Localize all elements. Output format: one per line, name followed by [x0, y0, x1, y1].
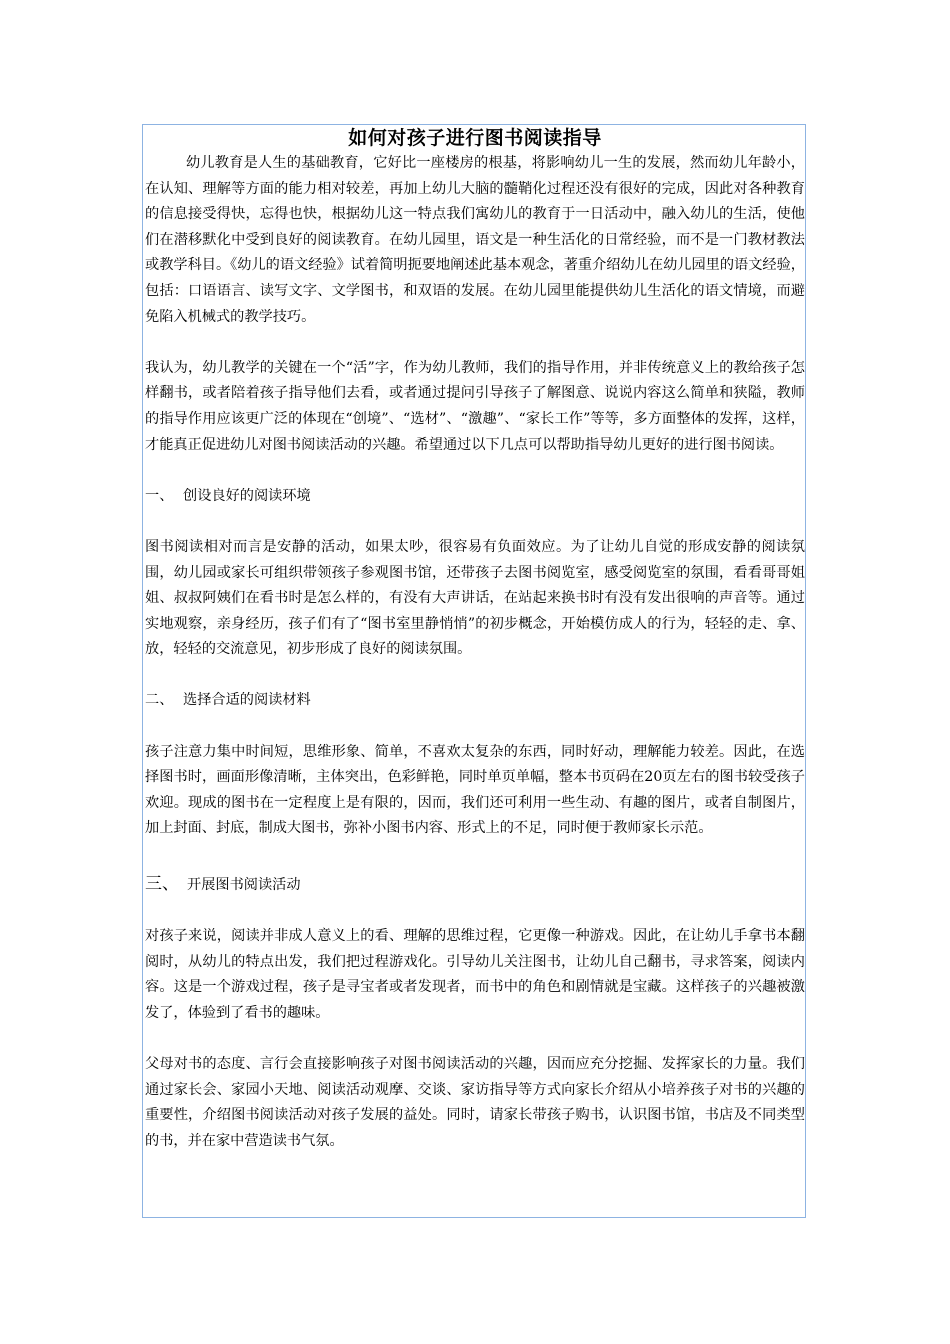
document-title: 如何对孩子进行图书阅读指导	[348, 127, 602, 149]
spacer	[145, 1027, 805, 1053]
opinion-paragraph: 我认为，幼儿教学的关键在一个“活”字，作为幼儿教师，我们的指导作用，并非传统意义上的教给孩子怎样翻书，或者陪着孩子指导他们去看，或者通过提问引导孩子了解图意、说说内容这么简单和狭隘，教师的指导作用应该更广泛的体现在“创境”、“选材”、“激趣”、“家长工作”等等，多方面整体的发挥，这样，才能真正促进幼儿对图书阅读活动的兴趣。希望通过以下几点可以帮助指导幼儿更好的进行图书阅读。	[145, 359, 805, 453]
spacer	[145, 330, 805, 356]
section-heading-3	[145, 870, 805, 899]
section-title: 选择合适的阅读材料	[183, 692, 311, 709]
section-number: 一、	[145, 487, 174, 504]
section-1-paragraph: 图书阅读相对而言是安静的活动，如果太吵，很容易有负面效应。为了让幼儿自觉的形成安静的阅读氛围，幼儿园或家长可组织带领孩子参观图书馆，还带孩子去图书阅览室，感受阅览室的氛围，看看哥哥姐姐、叔叔阿姨们在看书时是怎么样的，有没有大声讲话，在站起来换书时有没有发出很响的声音等。通过实地观察，亲身经历，孩子们有了“图书室里静悄悄”的初步概念，开始模仿成人的行为，轻轻的走、拿、放，轻轻的交流意见，初步形成了良好的阅读氛围。	[145, 538, 805, 658]
intro-paragraph: 幼儿教育是人生的基础教育，它好比一座楼房的根基，将影响幼儿一生的发展，然而幼儿年龄小，在认知、理解等方面的能力相对较差，再加上幼儿大脑的髓鞘化过程还没有很好的完成，因此对各种教育的信息接受得快，忘得也快，根据幼儿这一特点我们寓幼儿的教育于一日活动中，融入幼儿的生活，使他们在潜移默化中受到良好的阅读教育。在幼儿园里，语文是一种生活化的日常经验，而不是一门教材教法或教学科目。《幼儿的语文经验》试着简明扼要地阐述此基本观念，著重介绍幼儿在幼儿园里的语文经验，包括：口语语言、读写文字、文学图书，和双语的发展。在幼儿园里能提供幼儿生活化的语文情境，而避免陷入机械式的教学技巧。	[145, 155, 805, 325]
section-heading-2	[145, 688, 805, 714]
section-3-paragraph-2: 父母对书的态度、言行会直接影响孩子对图书阅读活动的兴趣，因而应充分挖掘、发挥家长的力量。我们通过家长会、家园小天地、阅读活动观摩、交谈、家访指导等方式向家长介绍从小培养孩子对书的兴趣的重要性，介绍图书阅读活动对孩子发展的益处。同时，请家长带孩子购书，认识图书馆，书店及不同类型的书，并在家中营造读书气氛。	[145, 1056, 805, 1149]
spacer	[145, 663, 805, 689]
document-frame	[142, 124, 806, 1218]
section-number: 二、	[145, 692, 174, 709]
spacer	[145, 899, 805, 925]
section-title: 开展图书阅读活动	[187, 876, 301, 893]
spacer	[145, 842, 805, 868]
spacer	[145, 509, 805, 535]
section-title: 创设良好的阅读环境	[183, 487, 311, 504]
spacer	[145, 458, 805, 484]
section-number: 三、	[145, 873, 179, 894]
section-2-paragraph: 孩子注意力集中时间短，思维形象、简单，不喜欢太复杂的东西，同时好动，理解能力较差。因此，在选择图书时，画面形像清晰，主体突出，色彩鲜艳，同时单页单幅，整本书页码在20页左右的图书较受孩子欢迎。现成的图书在一定程度上是有限的，因而，我们还可利用一些生动、有趣的图片，或者自制图片，加上封面、封底，制成大图书，弥补小图书内容、形式上的不足，同时便于教师家长示范。	[145, 743, 805, 837]
spacer	[145, 714, 805, 740]
section-3-paragraph-1: 对孩子来说，阅读并非成人意义上的看、理解的思维过程，它更像一种游戏。因此，在让幼儿手拿书本翻阅时，从幼儿的特点出发，我们把过程游戏化。引导幼儿关注图书，让幼儿自己翻书，寻求答案，阅读内容。这是一个游戏过程，孩子是寻宝者或者发现者，而书中的角色和剧情就是宝藏。这样孩子的兴趣被激发了，体验到了看书的趣味。	[145, 928, 805, 1021]
section-heading-1	[145, 484, 805, 510]
